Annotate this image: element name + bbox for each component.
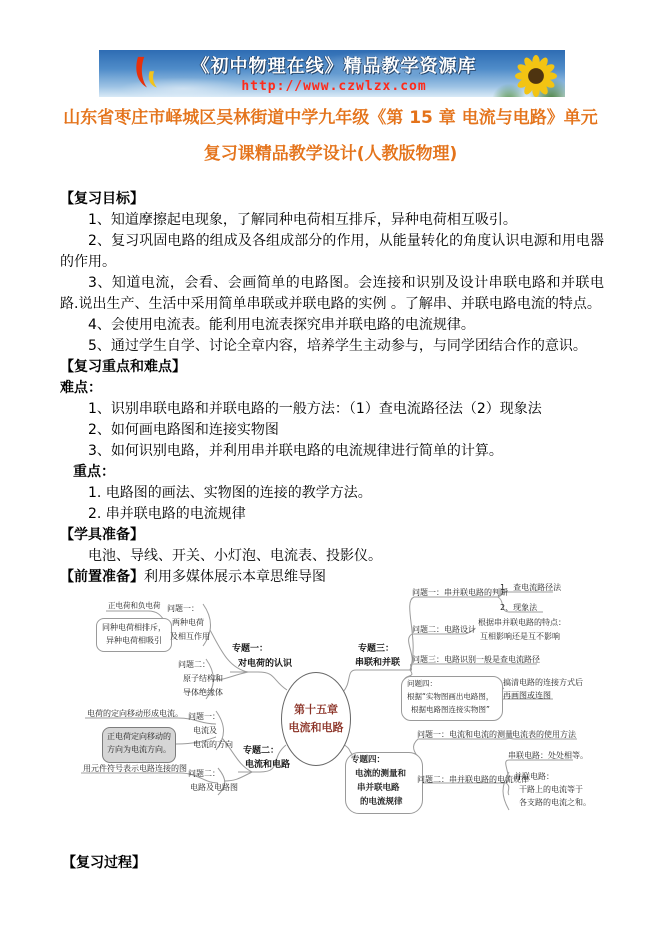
mindmap-node-q1a: 问题一：	[167, 604, 199, 613]
goal-item: 2、复习巩固电路的组成及各组成部分的作用，从能量转化的角度认识电源和用电器的作用。	[60, 233, 604, 270]
mindmap-topic4: 专题四： 电流的测量和 串并联电路 的电流规律	[345, 752, 423, 814]
mindmap-node-q1b: 问题一：	[188, 712, 220, 721]
key-difficult-heading: 【复习重点和难点】	[60, 359, 186, 375]
mindmap-node-method1: 1、查电流路径法	[500, 583, 562, 592]
mindmap-node-method2: 2、现象法	[500, 603, 538, 612]
site-banner	[99, 50, 565, 97]
site-title: 《初中物理在线》精品教学资源库	[191, 56, 477, 77]
mindmap-node-current-direction: 正电荷定向移动的 方向为电流方向。	[102, 727, 176, 763]
goal-item: 3、知道电流，会看、会画简单的电路图。会连接和识别及设计串联电路和并联电路.说出生产、生活中采用简单串联或并联电路的实例 。了解串、并联电路电流的特点。	[60, 275, 604, 312]
mindmap-node-q3c: 问题三：电路识别	[412, 655, 476, 664]
banner-text-block	[169, 52, 499, 94]
goal-item: 1、知道摩擦起电现象，了解同种电荷相互排斥，异种电荷相互吸引。	[88, 212, 517, 228]
document-title: 山东省枣庄市峄城区吴林街道中学九年级《第 15 章 电流与电路》单元复习课精品教学设计(人教版物理)	[63, 108, 598, 164]
key-item: 2. 串并联电路的电流规律	[88, 506, 246, 522]
mindmap-topic2: 专题二：	[243, 746, 280, 756]
mindmap-node-series-rule: 串联电路：处处相等。	[508, 751, 588, 760]
mindmap-node-circuit-symbol: 用元件符号表示电路连接的图	[83, 764, 187, 773]
key-item: 1. 电路图的画法、实物图的连接的教学方法。	[88, 485, 372, 501]
difficult-item: 3、如何识别电路，并利用串并联电路的电流规律进行简单的计算。	[88, 443, 503, 459]
goal-item: 5、通过学生自学、讨论全章内容，培养学生主动参与，与同学团结合作的意识。	[88, 338, 587, 354]
difficult-label: 难点：	[60, 380, 102, 396]
mindmap-node-charge-rule: 同种电荷相排斥， 异种电荷相吸引	[96, 618, 172, 652]
goals-heading: 【复习目标】	[60, 191, 144, 207]
mindmap-node-q2d: 问题二：串并联电路的电流规律	[417, 775, 529, 784]
difficult-item: 2、如何画电路图和连接实物图	[88, 422, 279, 438]
mindmap-center-node: 第十五章 电流和电路	[281, 672, 351, 766]
sunflower-icon	[515, 55, 557, 97]
mindmap-topic3: 专题三：	[358, 644, 395, 654]
mindmap-node-q1d: 问题一：电流和电流的测量	[417, 730, 513, 739]
mindmap-node-q2c: 问题二：电路设计	[412, 625, 476, 634]
mindmap-node-design: 根据串并联电路的特点：	[478, 618, 566, 627]
difficult-item: 1、识别串联电路和并联电路的一般方法：（1）查电流路径法（2）现象法	[88, 401, 542, 417]
mindmap-node-q2a: 问题二：	[178, 660, 210, 669]
document-body	[60, 189, 604, 588]
mindmap-node-pos-neg-charge: 正电荷和负电荷	[108, 601, 161, 610]
mindmap-node-parallel-rule: 并联电路：	[514, 772, 554, 781]
goal-item: 4、会使用电流表。能利用电流表探究串并联电路的电流规律。	[88, 317, 475, 333]
mindmap-node-q4c: 问题四： 根据“实物图画出电路图， 根据电路图连接实物图”	[401, 676, 503, 721]
prep-text: 利用多媒体展示本章思维导图	[144, 569, 326, 585]
site-url-link[interactable]: http://www.czwlzx.com	[241, 79, 427, 94]
key-label: 重点：	[73, 464, 115, 480]
process-heading: 【复习过程】	[62, 855, 146, 871]
mindmap-node-identify: 一般是查电流路径	[476, 655, 540, 664]
mindmap-node-q1c: 问题一：串并联电路的判断	[412, 588, 508, 597]
mindmap-node-draw: 搞清电路的连接方式后	[503, 678, 583, 687]
site-logo-icon	[129, 54, 165, 94]
mindmap-node-current-def: 电荷的定向移动形成电流。	[87, 709, 183, 718]
tools-heading: 【学具准备】	[60, 527, 144, 543]
tools-text: 电池、导线、开关、小灯泡、电流表、投影仪。	[88, 548, 382, 564]
mindmap-diagram: 正电荷和负电荷 同种电荷相排斥， 异种电荷相吸引 问题一： 两种电荷 及相互作用 问题二： 原子结构和 导体绝缘体 专题一： 对电荷的认识 电荷的定向移动形成电流。 正电荷定向移动的 方向为电流方向。 用元件符号表示电路连接的图 问题一： 电流及 电流的方向 问题二： 电路及电路图 专题二： 电流和电路 第十五章 电流和电路 专题三： 串联和并联 问题一：串并联电路的判断 1、查电流路径法 2、现象法 问题二：电路设计 根据串并联电路的特点： 互相影响还是互不影响 问题三：电路识别 一般是查电流路径 问题四： 根据“实物图画出电路图， 根据电路图连接实物图” 搞清电路的连接方式后 再画图或连图 问题一：电流和电流的测量 电流表的使用方法 专题四： 电流的测量和 串并联电路 的电流规律 问题二：串并联电路的电流规律 串联电路：处处相等。 并联电路： 干路上的电流等于 各支路的电流之和。	[0, 580, 661, 845]
prep-heading: 【前置准备】	[60, 569, 144, 585]
mindmap-node-ammeter: 电流表的使用方法	[512, 730, 576, 739]
mindmap-topic1: 专题一：	[232, 644, 269, 654]
mindmap-node-q2b: 问题二：	[188, 769, 220, 778]
